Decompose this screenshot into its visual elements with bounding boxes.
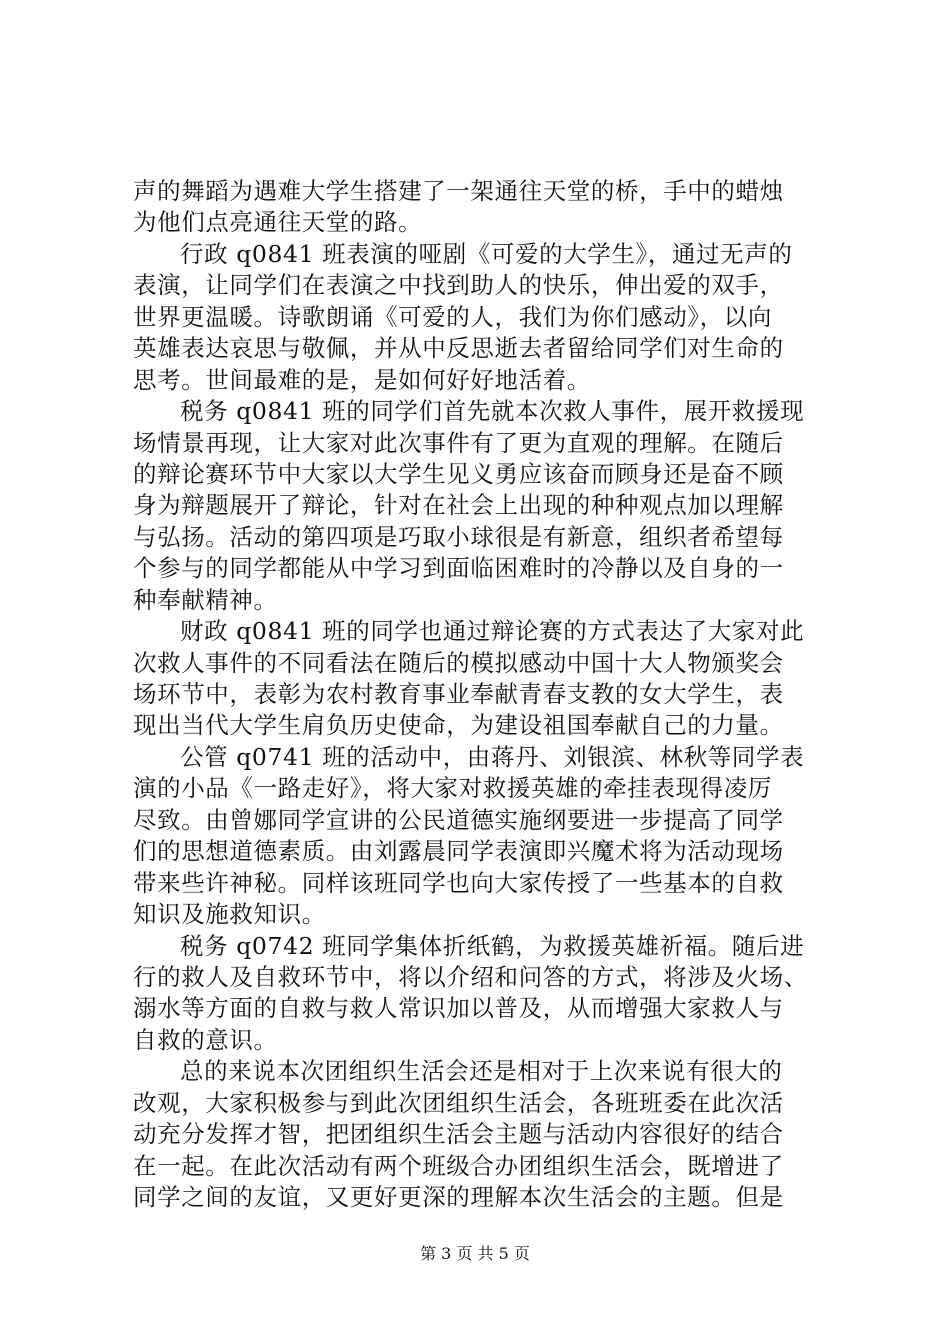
text-line: 身为辩题展开了辩论，针对在社会上出现的种种观点加以理解	[133, 491, 784, 519]
text-line: 场情景再现，让大家对此次事件有了更为直观的理解。在随后	[133, 429, 784, 457]
text-line: 溺水等方面的自救与救人常识加以普及，从而增强大家救人与	[133, 994, 784, 1022]
text-line: 为他们点亮通往天堂的路。	[133, 208, 423, 236]
text-line: 次救人事件的不同看法在随后的模拟感动中国十大人物颁奖会	[133, 649, 784, 677]
paragraph-start-line: 财政 q0841 班的同学也通过辩论赛的方式表达了大家对此	[180, 617, 805, 645]
paragraph-start-line: 行政 q0841 班表演的哑剧《可爱的大学生》，通过无声的	[180, 240, 793, 268]
text-line: 现出当代大学生肩负历史使命，为建设祖国奉献自己的力量。	[133, 711, 784, 739]
text-line: 声的舞蹈为遇难大学生搭建了一架通往天堂的桥，手中的蜡烛	[133, 177, 784, 205]
text-line: 世界更温暖。诗歌朗诵《可爱的人，我们为你们感动》，以向	[133, 303, 772, 331]
paragraph-start-line: 总的来说本次团组织生活会还是相对于上次来说有很大的	[180, 1057, 783, 1085]
text-line: 英雄表达哀思与敬佩，并从中反思逝去者留给同学们对生命的	[133, 334, 784, 362]
text-line: 自救的意识。	[133, 1026, 278, 1054]
text-line: 动充分发挥才智，把团组织生活会主题与活动内容很好的结合	[133, 1120, 784, 1148]
text-line: 在一起。在此次活动有两个班级合办团组织生活会，既增进了	[133, 1152, 784, 1180]
text-line: 带来些许神秘。同样该班同学也向大家传授了一些基本的自救	[133, 869, 784, 897]
text-line: 行的救人及自救环节中，将以介绍和问答的方式，将涉及火场、	[133, 963, 808, 991]
text-line: 改观，大家积极参与到此次团组织生活会，各班班委在此次活	[133, 1089, 784, 1117]
text-line: 场环节中，表彰为农村教育事业奉献青春支教的女大学生，表	[133, 680, 784, 708]
paragraph-start-line: 税务 q0742 班同学集体折纸鹤，为救援英雄祈福。随后进	[180, 932, 805, 960]
text-line: 演的小品《一路走好》，将大家对救援英雄的牵挂表现得凌厉	[133, 774, 772, 802]
text-line: 的辩论赛环节中大家以大学生见义勇应该奋而顾身还是奋不顾	[133, 460, 784, 488]
text-line: 思考。世间最难的是，是如何好好地活着。	[133, 366, 591, 394]
text-line: 知识及施救知识。	[133, 900, 326, 928]
text-line: 个参与的同学都能从中学习到面临困难时的冷静以及自身的一	[133, 554, 784, 582]
page-number-footer: 第 3 页 共 5 页	[420, 1244, 530, 1263]
paragraph-start-line: 税务 q0841 班的同学们首先就本次救人事件，展开救援现	[180, 397, 805, 425]
text-line: 尽致。由曾娜同学宣讲的公民道德实施纲要进一步提高了同学	[133, 806, 784, 834]
text-line: 与弘扬。活动的第四项是巧取小球很是有新意，组织者希望每	[133, 523, 784, 551]
paragraph-start-line: 公管 q0741 班的活动中，由蒋丹、刘银滨、林秋等同学表	[180, 743, 805, 771]
text-line: 表演，让同学们在表演之中找到助人的快乐，伸出爱的双手，	[133, 271, 784, 299]
text-line: 同学之间的友谊，又更好更深的理解本次生活会的主题。但是	[133, 1183, 784, 1211]
text-line: 们的思想道德素质。由刘露晨同学表演即兴魔术将为活动现场	[133, 837, 784, 865]
text-line: 种奉献精神。	[133, 586, 278, 614]
